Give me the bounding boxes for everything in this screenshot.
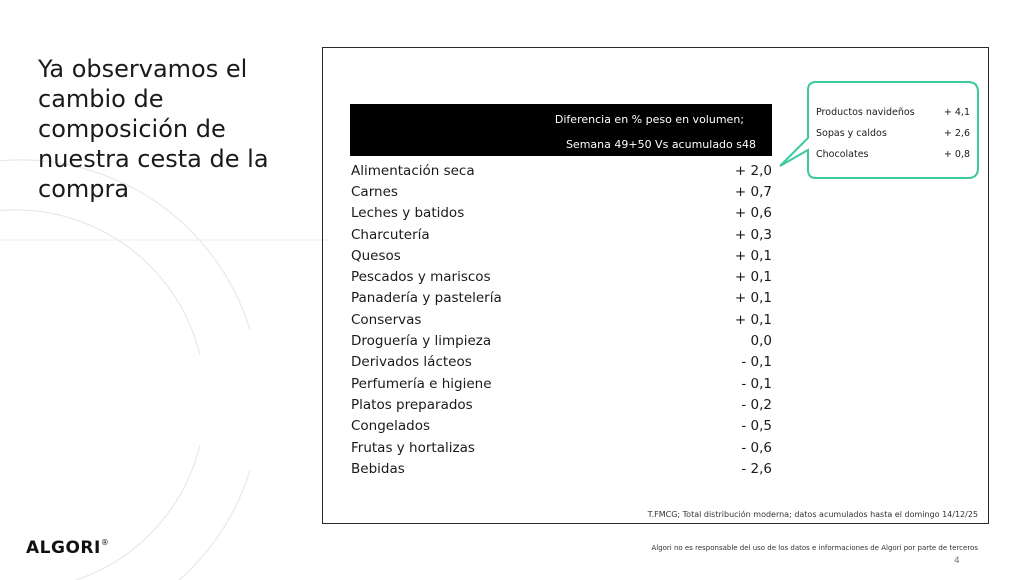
row-label: Perfumería e higiene [351, 375, 492, 392]
table-row [350, 309, 772, 330]
row-value: + 0,3 [734, 226, 772, 243]
source-footnote: T.FMCG; Total distribución moderna; datos acumulados hasta el domingo 14/12/25 [647, 510, 978, 519]
table-row [350, 203, 772, 224]
callout-row [816, 102, 970, 123]
row-value: - 0,1 [741, 375, 772, 392]
callout-value: + 0,8 [943, 149, 970, 160]
row-label: Leches y batidos [351, 205, 465, 222]
callout-value: + 2,6 [943, 128, 970, 139]
callout-label: Productos navideños [816, 107, 915, 118]
table-header-line2: Semana 49+50 Vs acumulado s48 [565, 138, 756, 151]
table-row [350, 330, 772, 351]
callout-label: Sopas y caldos [816, 128, 887, 139]
row-value: - 0,2 [741, 396, 772, 413]
row-label: Conservas [351, 311, 422, 328]
table-row [350, 160, 772, 181]
callout-value: + 4,1 [943, 107, 970, 118]
disclaimer-text: Algori no es responsable del uso de los datos e informaciones de Algori por parte de terceros [651, 544, 978, 552]
row-value: - 0,6 [741, 439, 772, 456]
page-number: 4 [954, 556, 960, 566]
row-value: + 2,0 [734, 162, 772, 179]
table-row [350, 352, 772, 373]
row-value: + 0,1 [734, 269, 772, 286]
row-label: Pescados y mariscos [351, 269, 491, 286]
table-row [350, 458, 772, 479]
row-label: Charcutería [351, 226, 430, 243]
logo-text: ALGORI [26, 538, 101, 558]
table-row [350, 181, 772, 202]
callout-label: Chocolates [816, 149, 869, 160]
table-row [350, 437, 772, 458]
table-row [350, 288, 772, 309]
row-label: Derivados lácteos [351, 354, 472, 371]
row-label: Panadería y pastelería [351, 290, 502, 307]
row-value: + 0,1 [734, 311, 772, 328]
row-label: Alimentación seca [351, 162, 475, 179]
row-label: Congelados [351, 418, 431, 435]
row-value: + 0,1 [734, 247, 772, 264]
table-row [350, 373, 772, 394]
algori-logo [26, 538, 109, 558]
row-label: Frutas y hortalizas [351, 439, 475, 456]
row-value: - 0,1 [741, 354, 772, 371]
row-label: Droguería y limpieza [351, 333, 492, 350]
callout-row [816, 144, 970, 165]
table-header-line1: Diferencia en % peso en volumen; [554, 113, 744, 126]
row-value: + 0,7 [734, 183, 772, 200]
table-header [350, 104, 772, 156]
row-label: Platos preparados [351, 396, 473, 413]
row-value: - 0,5 [741, 418, 772, 435]
table-row [350, 224, 772, 245]
table-row [350, 394, 772, 415]
table-row [350, 245, 772, 266]
row-label: Bebidas [351, 460, 405, 477]
row-label: Quesos [351, 247, 401, 264]
row-value: - 2,6 [741, 460, 772, 477]
row-value: 0,0 [750, 333, 772, 350]
table-row [350, 416, 772, 437]
slide-title: Ya observamos el cambio de composición de nuestra cesta de la compra [38, 55, 269, 203]
row-value: + 0,6 [734, 205, 772, 222]
logo-registered-mark: ® [100, 538, 110, 547]
table-row [350, 266, 772, 287]
category-table [350, 160, 772, 479]
row-value: + 0,1 [734, 290, 772, 307]
callout-row [816, 123, 970, 144]
row-label: Carnes [351, 183, 398, 200]
callout-list [816, 102, 970, 165]
